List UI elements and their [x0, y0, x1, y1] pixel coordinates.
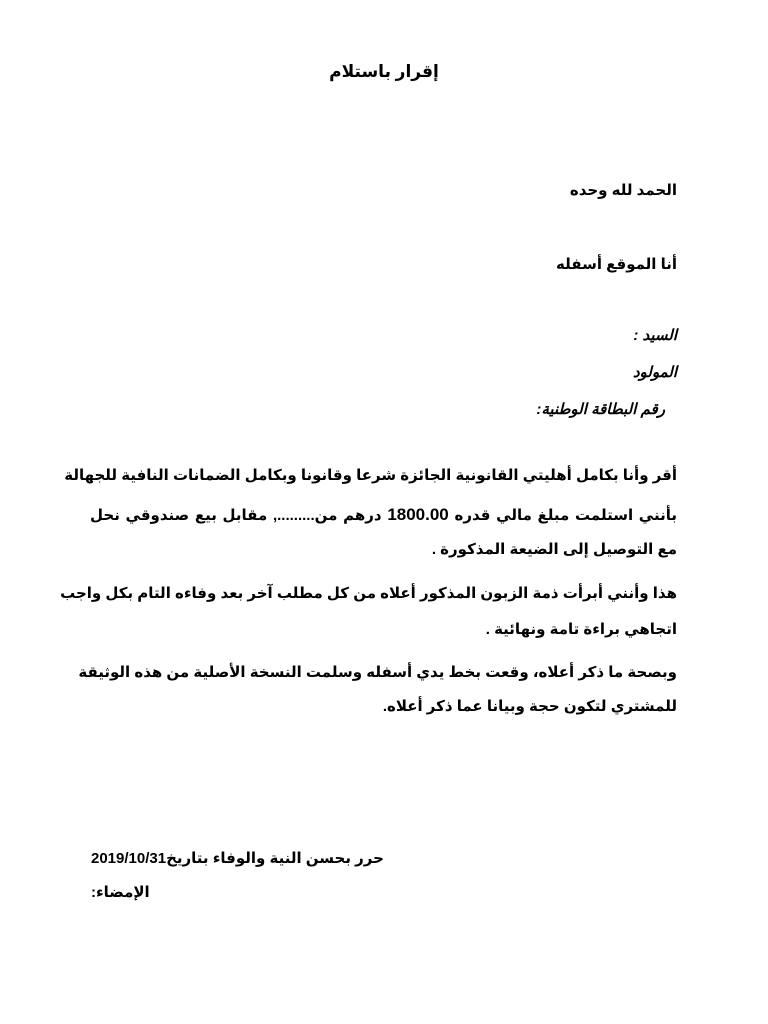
paragraph1-line2-prefix: بأنني استلمت مبلغ مالي قدره — [454, 507, 677, 524]
field-mister: السيد : — [633, 327, 677, 344]
paragraph2-line2: اتجاهي براءة تامة ونهائية . — [485, 621, 677, 638]
paragraph1-line2 — [90, 505, 677, 526]
paragraph3-line2: للمشتري لتكون حجة وبيانا عما ذكر أعلاه. — [382, 698, 677, 715]
paragraph2-line1: هذا وأنني أبرأت ذمة الزبون المذكور أعلاه من كل مطلب آخر بعد وفاءه التام بكل واجب — [60, 585, 677, 602]
paragraph1-line1: أقر وأنا بكامل أهليتي القانونية الجائزة شرعا وقانونا وبكامل الضمانات النافية للجهالة — [64, 467, 677, 484]
drafted-date-line: حرر بحسن النية والوفاء بتاريخ2019/10/31 — [91, 850, 384, 867]
paragraph3-line1: وبصحة ما ذكر أعلاه، وقعت بخط يدي أسفله وسلمت النسخة الأصلية من هذه الوثيقة — [78, 664, 677, 681]
paragraph1-line3: مع التوصيل إلى الضيعة المذكورة . — [431, 541, 677, 558]
paragraph1-line2-suffix: درهم من........., مقابل بيع صندوقي نحل — [90, 507, 382, 524]
field-born: المولود — [632, 364, 677, 381]
document-title: إقرار باستلام — [329, 62, 439, 81]
field-national-id: رقم البطاقة الوطنية: — [536, 401, 665, 418]
opening-line: الحمد لله وحده — [569, 182, 677, 199]
intro-line: أنا الموقع أسفله — [556, 256, 677, 273]
signature-label: الإمضاء: — [91, 884, 150, 901]
amount-value: 1800.00 — [387, 505, 449, 524]
